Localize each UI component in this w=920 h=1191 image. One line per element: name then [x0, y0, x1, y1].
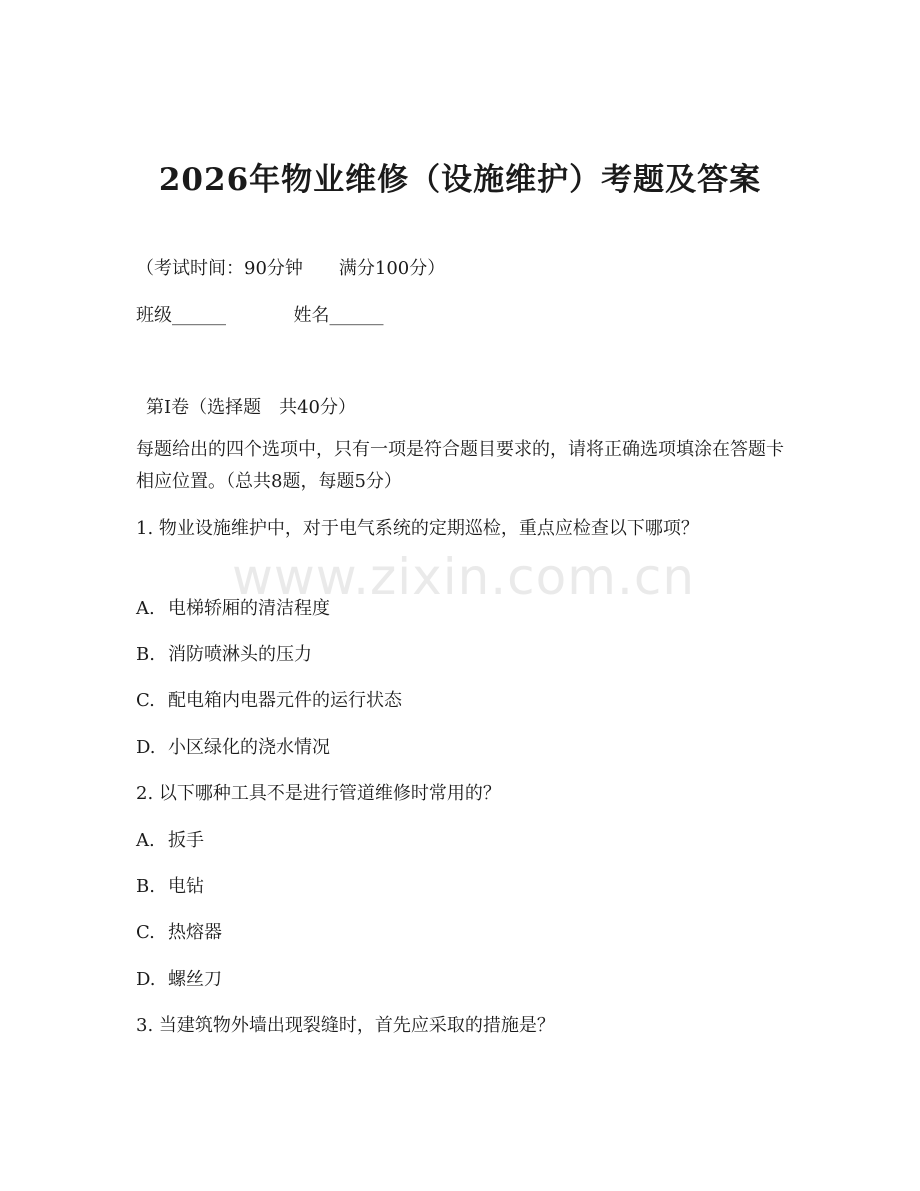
option-text: 配电箱内电器元件的运行状态 [168, 690, 402, 711]
option-letter: A. [136, 830, 155, 851]
question-1-option-d [136, 733, 330, 759]
question-1-option-c [136, 686, 402, 712]
name-label: 姓名______ [293, 305, 384, 326]
question-2-option-d [136, 965, 222, 991]
option-text: 扳手 [168, 830, 204, 851]
option-letter: D. [136, 969, 156, 990]
question-1-option-a [136, 594, 330, 620]
question-1-stem: 1. 物业设施维护中，对于电气系统的定期巡检，重点应检查以下哪项？ [136, 518, 699, 539]
option-text: 电梯轿厢的清洁程度 [168, 598, 330, 619]
option-letter: C. [136, 690, 155, 711]
option-letter: C. [136, 922, 155, 943]
question-2-stem: 2. 以下哪种工具不是进行管道维修时常用的？ [136, 783, 501, 804]
class-label: 班级______ [136, 305, 226, 326]
option-letter: A. [136, 598, 155, 619]
option-letter: B. [136, 876, 155, 897]
option-letter: D. [136, 737, 156, 758]
instructions: 每题给出的四个选项中，只有一项是符合题目要求的，请将正确选项填涂在答题卡相应位置。（总共8题，每题5分） [136, 439, 784, 492]
document-title: 2026年物业维修（设施维护）考题及答案 [158, 162, 762, 198]
option-letter: B. [136, 644, 155, 665]
question-1-option-b [136, 640, 312, 666]
option-text: 热熔器 [168, 922, 222, 943]
question-2-option-a [136, 826, 204, 852]
student-info-row [136, 301, 383, 327]
question-2-option-c [136, 918, 222, 944]
question-2-option-b [136, 872, 204, 898]
option-text: 螺丝刀 [168, 969, 222, 990]
question-3-stem: 3. 当建筑物外墙出现裂缝时，首先应采取的措施是？ [136, 1015, 555, 1036]
option-text: 电钻 [168, 876, 204, 897]
option-text: 小区绿化的浇水情况 [168, 737, 330, 758]
option-text: 消防喷淋头的压力 [168, 644, 312, 665]
exam-info: （考试时间：90分钟 满分100分） [136, 258, 446, 279]
watermark: www.zixin.com.cn [232, 548, 696, 606]
section-heading: 第Ⅰ卷（选择题 共40分） [146, 397, 357, 418]
